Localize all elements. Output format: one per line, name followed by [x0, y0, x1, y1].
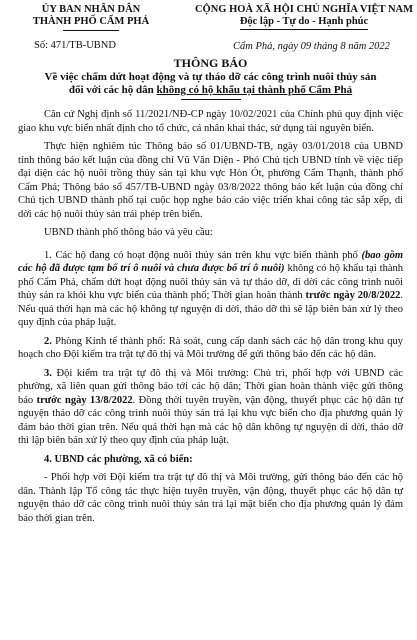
document-header [18, 4, 414, 56]
national-heading [188, 4, 417, 30]
section-4-heading: 4. UBND các phường, xã có biển: [44, 453, 193, 465]
s1-text-c: không có hộ khẩu tại thành phố Cẩm Phả, chấm dứt hoạt động nuôi thủy sản và tự tháo dỡ, di dời các công trình nuôi thủy sản ra khỏi khu vực biển của thành phố; Thời gian hoàn thành [18, 263, 403, 301]
org-line-1: ỦY BAN NHÂN DÂN [41, 4, 141, 15]
s1-text-b: (bao gồm các hộ đã được tạm bố trí ô nuôi và chưa được bố trí ô nuôi) [18, 249, 403, 274]
paragraph-implementation: Thực hiện nghiêm túc Thông báo số 01/UBND-TB, ngày 03/01/2018 của UBND tỉnh thông báo kết luận của đồng chí Vũ Văn Diện - Phó Chủ tịch UBND tỉnh về việc tiếp đại diện các hộ nuôi trồng thủy sản tại khu vực Hòn Ót, phường Cẩm Thạnh, thành phố Cẩm Phả; Thông báo số 457/TB-UBND ngày 03/8/2022 thông báo kết luận của đồng chí Chủ tịch UBND thành phố tại cuộc họp nghe báo cáo việc triển khai công tác sắp xếp, di dời các hộ nuôi thủy sản trái phép trên biển. [18, 141, 403, 220]
s2-text: Phòng Kinh tế thành phố: Rà soát, cung cấp danh sách các hộ dân trong khu quy hoạch cho Đội kiểm tra trật tự đô thị và Môi trường để gửi thông báo đến các hộ dân. [18, 335, 404, 360]
s1-deadline: trước ngày 20/8/2022 [305, 290, 401, 301]
s1-text-e: . Nếu quá thời hạn mà các hộ không tự nguyện di dời, tháo dỡ thì sẽ lập biên bản xử lý theo quy định của pháp luật. [18, 290, 403, 328]
country-name: CỘNG HOÀ XÃ HỘI CHỦ NGHĨA VIỆT NAM [194, 4, 414, 15]
document-number: Số: 471/TB-UBND [34, 40, 116, 51]
issuing-authority [26, 4, 156, 51]
document-title: THÔNG BÁO [173, 56, 248, 70]
section-2 [18, 335, 403, 362]
subject-line-2-pre: đối với các hộ dân [68, 84, 157, 96]
section-1 [18, 249, 403, 330]
section-3 [18, 367, 403, 448]
paragraph-intro: UBND thành phố thông báo và yêu cầu: [44, 227, 213, 238]
org-underline [63, 30, 119, 31]
org-line-2: THÀNH PHỐ CẨM PHẢ [32, 16, 150, 27]
s3-text-d: . Đồng thời tuyên truyền, vận động, thuyết phục các hộ dân tự nguyện tháo dỡ các công trình nuôi thủy sản trả lại khu vực biển cho địa phương quản lý đảm bảo thời gian trên. Nếu quá thời hạn mà các hộ dân không tự nguyện di dời, tháo dỡ thì lập biên bản xử lý theo quy định của pháp luật. [18, 394, 403, 446]
document-subject [18, 71, 403, 97]
s3-number: 3. [44, 367, 57, 379]
s3-deadline: trước ngày 13/8/2022 [36, 394, 133, 406]
subject-underlined: không có hộ khẩu tại thành phố Cẩm Phả [156, 84, 353, 96]
s3-text-b: Đội kiểm tra trật tự đô thị và Môi trường: Chủ trì, phối hợp với UBND các phường, xã liên quan gửi thông báo tới các hộ dân; Thời gian hoàn thành việc gửi thông báo [18, 367, 404, 406]
subject-line-1: Về việc chấm dứt hoạt động và tự tháo dỡ các công trình nuôi thủy sản [44, 71, 377, 83]
subject-line-2 [18, 84, 403, 97]
issue-date: Cẩm Phả, ngày 09 tháng 8 năm 2022 [233, 41, 390, 52]
s1-text-a: 1. Các hộ đang có hoạt động nuôi thủy sản trên khu vực biển thành phố [44, 249, 362, 261]
section-4-body: - Phối hợp với Đội kiểm tra trật tự đô thị và Môi trường, gửi thông báo đến các hộ dân. Thành lập Tổ công tác thực hiện tuyên truyền, vận động, thuyết phục các hộ dân tự nguyện tháo dỡ các công trình nuôi thủy sản trả lại mặt biển cho địa phương quản lý đảm bảo thời gian trên. [18, 472, 403, 524]
s2-number: 2. [44, 335, 56, 347]
national-motto: Độc lập - Tự do - Hạnh phúc [240, 16, 368, 30]
title-rule [181, 99, 241, 100]
paragraph-legal-basis: Căn cứ Nghị định số 11/2021/NĐ-CP ngày 10/02/2021 của Chính phủ quy định việc giao khu vực biển nhất định cho tổ chức, cá nhân khai thác, sử dụng tài nguyên biển. [18, 109, 403, 134]
